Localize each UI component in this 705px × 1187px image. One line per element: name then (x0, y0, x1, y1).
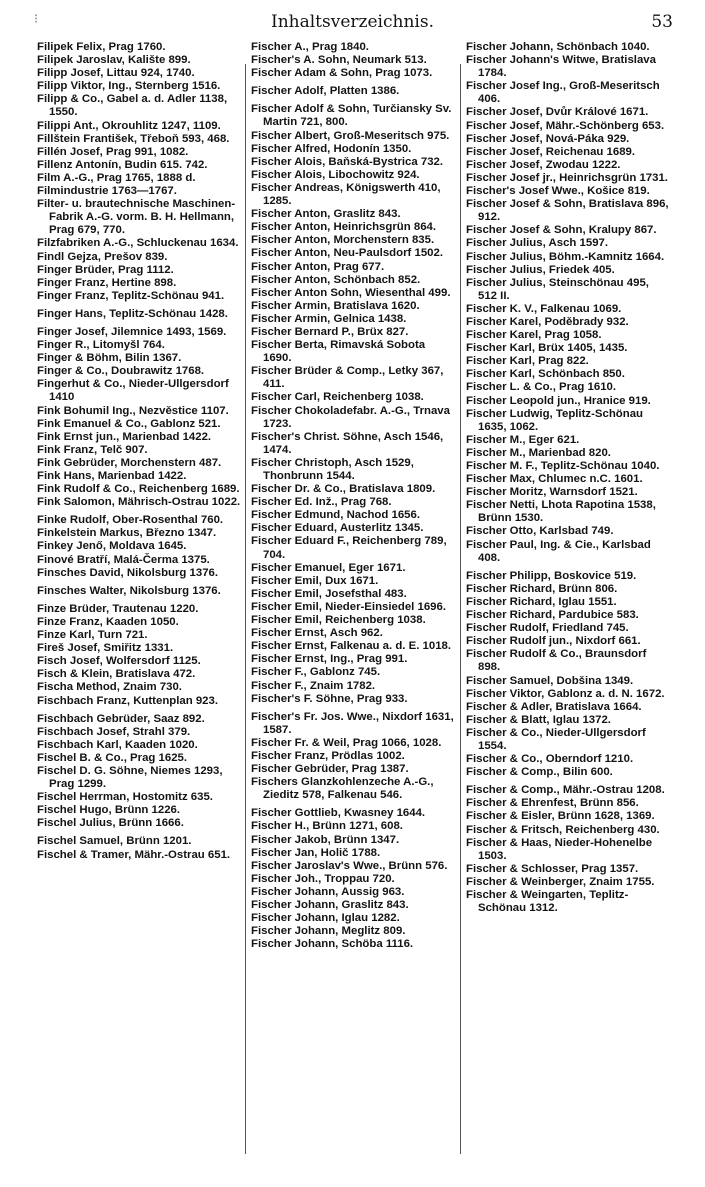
index-entry: Filipp Viktor, Ing., Sternberg 1516. (37, 80, 221, 93)
index-entry: Fischer Karl, Schönbach 850. (466, 368, 625, 381)
index-entry: Finger Hans, Teplitz-Schönau 1428. (37, 307, 228, 320)
index-entry: Fischer K. V., Falkenau 1069. (466, 302, 622, 315)
index-entry: Fischer Albert, Groß-Meseritsch 975. (251, 129, 450, 142)
index-entry: Fischer Karl, Prag 822. (466, 355, 589, 368)
index-entry: Fischer Viktor, Gablonz a. d. N. 1672. (466, 687, 665, 700)
index-entry: Fischer Rudolf, Friedland 745. (466, 622, 629, 635)
index-entry: Filzfabriken A.-G., Schluckenau 1634. (37, 237, 239, 250)
index-entry: Fischer Edmund, Nachod 1656. (251, 509, 421, 522)
index-entry: Fischer Johann, Iglau 1282. (251, 912, 400, 925)
index-entry: Film A.-G., Prag 1765, 1888 d. (37, 171, 196, 184)
index-entry: Fischer Alfred, Hodonín 1350. (251, 142, 412, 155)
index-entry: Fink Emanuel & Co., Gablonz 521. (37, 417, 221, 430)
index-entry: Filippi Ant., Okrouhlitz 1247, 1109. (37, 119, 221, 132)
index-entry: Finger Josef, Jilemnice 1493, 1569. (37, 325, 227, 338)
index-entry: Fischer Emil, Nieder-Einsiedel 1696. (251, 600, 446, 613)
index-entry: Fischer's Fr. Jos. Wwe., Nixdorf 1631, 1587. (251, 710, 454, 736)
index-entry: Fischer A., Prag 1840. (251, 41, 369, 53)
index-entry: Fischer Chokoladefabr. A.-G., Trnava 1723. (251, 404, 450, 430)
index-entry: Fischer Jakob, Brünn 1347. (251, 833, 400, 846)
column-divider (460, 64, 461, 1154)
index-entry: Filipp & Co., Gabel a. d. Adler 1138, 1550. (37, 93, 228, 119)
index-entry: Fischer Anton, Morchenstern 835. (251, 234, 435, 247)
index-entry: Finkey Jenő, Moldava 1645. (37, 540, 187, 553)
index-entry: Fischer & Blatt, Iglau 1372. (466, 713, 611, 726)
index-entry: Fischer & Weingarten, Teplitz-Schönau 1312. (466, 889, 629, 915)
index-entry: Fischer Karel, Poděbrady 932. (466, 315, 629, 328)
index-entry: Fischer Karel, Prag 1058. (466, 329, 602, 342)
index-entry: Fischer Karl, Brüx 1405, 1435. (466, 342, 628, 355)
index-entry: Finze Brüder, Trautenau 1220. (37, 602, 199, 615)
index-entry: Finsches David, Nikolsburg 1376. (37, 566, 219, 579)
index-entry: Fink Rudolf & Co., Reichenberg 1689. (37, 483, 240, 496)
index-entry: Fink Salomon, Mährisch-Ostrau 1022. (37, 496, 241, 509)
index-entry: Fischer Josef jr., Heinrichsgrün 1731. (466, 171, 668, 184)
index-entry: Fischer Ed. Inž., Prag 768. (251, 496, 392, 509)
index-entry: Fischer M., Eger 621. (466, 433, 580, 446)
index-entry: Fischbach Karl, Kaaden 1020. (37, 738, 198, 751)
index-column-3 (466, 41, 671, 1187)
column-divider (245, 64, 246, 1154)
index-entry: Fischer Richard, Pardubice 583. (466, 609, 639, 622)
index-entry: Fischer Jaroslav's Wwe., Brünn 576. (251, 859, 448, 872)
index-entry: Fischer F., Znaim 1782. (251, 679, 376, 692)
index-entry: Fischbach Franz, Kuttenplan 923. (37, 694, 219, 707)
index-entry: Fischer Josef, Dvůr Králové 1671. (466, 106, 649, 119)
index-entry: Fischer's Josef Wwe., Košice 819. (466, 185, 650, 198)
index-entry: Fingerhut & Co., Nieder-Ullgersdorf 1410 (37, 378, 229, 404)
index-entry: Fischer Moritz, Warnsdorf 1521. (466, 486, 638, 499)
index-entry: Filipp Josef, Littau 924, 1740. (37, 67, 195, 80)
index-entry: Fischer Richard, Iglau 1551. (466, 595, 617, 608)
index-entry: Fischers Glanzkohlenzeche A.-G., Zieditz 578, Falkenau 546. (251, 776, 434, 802)
index-entry: Fischer Joh., Troppau 720. (251, 872, 395, 885)
index-entry: Fischer Rudolf & Co., Braunsdorf 898. (466, 648, 647, 674)
index-entry: Fischer Fr. & Weil, Prag 1066, 1028. (251, 736, 442, 749)
index-entry: Fischer Leopold jun., Hranice 919. (466, 394, 651, 407)
index-entry: Fischer Anton, Schönbach 852. (251, 273, 421, 286)
index-entry: Fischer Franz, Prödlas 1002. (251, 749, 405, 762)
index-entry: Fischer Gebrüder, Prag 1387. (251, 763, 409, 776)
index-entry: Fischer Ernst, Falkenau a. d. E. 1018. (251, 640, 452, 653)
index-entry: Fischel & Tramer, Mähr.-Ostrau 651. (37, 848, 231, 861)
index-entry: Fillén Josef, Prag 991, 1082. (37, 145, 189, 158)
index-entry: Fischer Philipp, Boskovice 519. (466, 569, 637, 582)
index-entry: Finkelstein Markus, Březno 1347. (37, 527, 217, 540)
index-entry: Fischer M., Marienbad 820. (466, 446, 611, 459)
index-entry: Fink Bohumil Ing., Nezvěstice 1107. (37, 404, 229, 417)
index-entry: Fischer & Schlosser, Prag 1357. (466, 862, 639, 875)
index-entry: Fischer Ernst, Asch 962. (251, 627, 383, 640)
index-entry: Fischer & Comp., Bilin 600. (466, 766, 613, 779)
index-entry: Fischer Andreas, Königswerth 410, 1285. (251, 181, 441, 208)
index-entry: Fischer Julius, Böhm.-Kamnitz 1664. (466, 250, 665, 263)
index-entry: Fischer Josef, Mähr.-Schönberg 653. (466, 119, 665, 132)
index-entry: Fischer & Eisler, Brünn 1628, 1369. (466, 810, 655, 823)
index-entry: Fischel Samuel, Brünn 1201. (37, 835, 192, 848)
index-entry: Fischer & Fritsch, Reichenberg 430. (466, 823, 660, 836)
index-entry: Fischer Bernard P., Brüx 827. (251, 325, 409, 338)
index-entry: Fischer's Christ. Söhne, Asch 1546, 1474. (251, 430, 444, 456)
index-entry: Fischer & Ehrenfest, Brünn 856. (466, 797, 639, 810)
index-entry: Fink Gebrüder, Morchenstern 487. (37, 456, 222, 469)
index-entry: Finger Franz, Hertine 898. (37, 276, 177, 289)
index-entry: Fischa Method, Znaim 730. (37, 681, 182, 694)
index-entry: Fischer & Weinberger, Znaim 1755. (466, 875, 655, 888)
index-entry: Finke Rudolf, Ober-Rosenthal 760. (37, 514, 224, 527)
index-entry: Finger & Böhm, Bilin 1367. (37, 352, 182, 365)
index-entry: Fischbach Gebrüder, Saaz 892. (37, 712, 205, 725)
index-entry: Fischel D. G. Söhne, Niemes 1293, Prag 1299. (37, 764, 223, 791)
index-entry: Fischer & Adler, Bratislava 1664. (466, 700, 642, 713)
index-entry: Fischer L. & Co., Prag 1610. (466, 381, 617, 394)
index-entry: Fink Franz, Telč 907. (37, 443, 148, 456)
index-entry: Fischer Richard, Brünn 806. (466, 582, 618, 595)
index-entry: Fireš Josef, Smiřitz 1331. (37, 642, 174, 655)
index-entry: Fischer Johann, Meglitz 809. (251, 925, 406, 938)
index-entry: Fischer Anton Sohn, Wiesenthal 499. (251, 286, 451, 299)
index-entry: Fischel B. & Co., Prag 1625. (37, 751, 188, 764)
index-entry: Fischer Emil, Reichenberg 1038. (251, 614, 426, 627)
index-entry: Fischer Johann's Witwe, Bratislava 1784. (466, 54, 656, 80)
index-entry: Fischer Dr. & Co., Bratislava 1809. (251, 483, 436, 496)
index-entry: Finger Franz, Teplitz-Schönau 941. (37, 289, 225, 302)
index-entry: Fischer M. F., Teplitz-Schönau 1040. (466, 460, 660, 472)
index-entry: Fischer Emanuel, Eger 1671. (251, 561, 406, 574)
index-entry: Fischer Max, Chlumec n.C. 1601. (466, 473, 643, 486)
index-entry: Fischer Gottlieb, Kwasney 1644. (251, 807, 426, 820)
index-entry: Fischer & Haas, Nieder-Hohenelbe 1503. (466, 836, 653, 862)
index-entry: Fischer Ernst, Ing., Prag 991. (251, 653, 408, 666)
index-entry: Finze Franz, Kaaden 1050. (37, 615, 179, 628)
index-entry: Fischer Johann, Schöba 1116. (251, 938, 414, 951)
index-entry: Fischer Julius, Friedek 405. (466, 263, 615, 276)
index-entry: Filmindustrie 1763—1767. (37, 185, 177, 198)
index-entry: Fischer Adolf, Platten 1386. (251, 85, 400, 98)
index-entry: Fischer Johann, Schönbach 1040. (466, 41, 650, 53)
index-entry: Fischer F., Gablonz 745. (251, 666, 381, 679)
page-header (0, 12, 705, 38)
index-entry: Fischer Johann, Aussig 963. (251, 885, 405, 898)
index-entry: Fillštein František, Třeboň 593, 468. (37, 132, 230, 145)
index-entry: Fischer Adolf & Sohn, Turčiansky Sv. Martin 721, 800. (251, 103, 452, 129)
index-entry: Fischer Anton, Prag 677. (251, 260, 385, 273)
index-entry: Fischer & Co., Nieder-Ullgersdorf 1554. (466, 726, 646, 752)
index-entry: Finsches Walter, Nikolsburg 1376. (37, 584, 221, 597)
index-entry: Fischer H., Brünn 1271, 608. (251, 820, 403, 833)
index-entry: Finger Brüder, Prag 1112. (37, 263, 174, 276)
index-entry: Fischer Josef & Sohn, Bratislava 896, 912. (466, 198, 669, 224)
index-entry: Fischer & Comp., Mähr.-Ostrau 1208. (466, 784, 665, 797)
index-entry: Fischer Josef, Nová-Páka 929. (466, 132, 630, 145)
index-column-2 (251, 41, 454, 1187)
index-entry: Fischer Josef, Reichenau 1689. (466, 145, 636, 158)
index-entry: Fischer Josef Ing., Groß-Meseritsch 406. (466, 80, 660, 106)
index-entry: Filter- u. brautechnische Maschinen-Fabrik A.-G. vorm. B. H. Hellmann, Prag 679, 770. (37, 198, 236, 237)
index-entry: Fischer Eduard F., Reichenberg 789, 704. (251, 535, 447, 561)
index-entry: Fischer Armin, Bratislava 1620. (251, 299, 420, 312)
index-entry: Fischer Alois, Libochowitz 924. (251, 168, 420, 181)
index-entry: Fillenz Antonín, Budin 615. 742. (37, 158, 208, 171)
index-entry: Fischer Otto, Karlsbad 749. (466, 525, 614, 538)
index-entry: Finze Karl, Turn 721. (37, 629, 148, 642)
index-entry: Filipek Jaroslav, Kalište 899. (37, 54, 191, 67)
index-entry: Finger R., Litomyšl 764. (37, 339, 165, 352)
index-entry: Fischer Eduard, Austerlitz 1345. (251, 522, 424, 535)
page-number: 53 (651, 12, 673, 32)
index-entry: Fischer Armin, Gelnica 1438. (251, 312, 407, 325)
index-entry: Fischer Anton, Heinrichsgrün 864. (251, 221, 437, 234)
index-entry: Fischer Christoph, Asch 1529, Thonbrunn 1544. (251, 456, 414, 482)
index-entry: Findl Gejza, Prešov 839. (37, 250, 168, 263)
index-entry: Fischer Netti, Lhota Rapotina 1538, Brünn 1530. (466, 499, 656, 525)
index-entry: Fischer Emil, Dux 1671. (251, 574, 379, 587)
index-entry: Finové Bratří, Malá-Čerma 1375. (37, 553, 210, 566)
index-entry: Fischer Carl, Reichenberg 1038. (251, 391, 424, 404)
index-entry: Fischer Rudolf jun., Nixdorf 661. (466, 635, 641, 648)
page-title: Inhaltsverzeichnis. (271, 12, 434, 32)
index-entry: Fink Ernst jun., Marienbad 1422. (37, 430, 212, 443)
index-entry: Fischer Julius, Steinschönau 495, 512 II. (466, 276, 649, 302)
index-entry: Fischer Brüder & Comp., Letky 367, 411. (251, 365, 444, 391)
index-entry: Fischer Johann, Graslitz 843. (251, 899, 409, 911)
index-entry: Fischer Alois, Baňská-Bystrica 732. (251, 155, 444, 168)
index-entry: Fischer Jan, Holič 1788. (251, 846, 381, 859)
index-entry: Fischer & Co., Oberndorf 1210. (466, 753, 634, 766)
index-entry: Fisch Josef, Wolfersdorf 1125. (37, 655, 201, 668)
index-entry: Fischer Anton, Neu-Paulsdorf 1502. (251, 247, 443, 260)
index-entry: Fischer Samuel, Dobšina 1349. (466, 674, 634, 687)
index-entry: Fischbach Josef, Strahl 379. (37, 725, 191, 738)
index-column-1 (37, 41, 242, 1187)
index-entry: Fischer's F. Söhne, Prag 933. (251, 692, 408, 705)
index-entry: Fischel Julius, Brünn 1666. (37, 817, 184, 830)
index-entry: Fischel Hugo, Brünn 1226. (37, 804, 181, 817)
index-entry: Fischer Emil, Josefsthal 483. (251, 587, 407, 600)
index-entry: Fischer's A. Sohn, Neumark 513. (251, 54, 427, 67)
index-entry: Fischer Anton, Graslitz 843. (251, 208, 401, 221)
index-entry: Fischer Julius, Asch 1597. (466, 237, 609, 250)
index-entry: Fischer Josef & Sohn, Kralupy 867. (466, 224, 657, 237)
index-entry: Fischer Paul, Ing. & Cie., Karlsbad 408. (466, 538, 651, 564)
index-entry: Fischel Herrman, Hostomitz 635. (37, 791, 213, 804)
index-entry: Fink Hans, Marienbad 1422. (37, 470, 187, 482)
index-entry: Fischer Adam & Sohn, Prag 1073. (251, 67, 433, 80)
index-entry: Fischer Josef, Zwodau 1222. (466, 158, 621, 171)
margin-mark: ⁝ (34, 12, 39, 27)
index-entry: Fisch & Klein, Bratislava 472. (37, 668, 196, 681)
index-entry: Finger & Co., Doubrawitz 1768. (37, 365, 205, 378)
index-entry: Fischer Ludwig, Teplitz-Schönau 1635, 1062. (466, 407, 643, 433)
index-entry: Filipek Felix, Prag 1760. (37, 41, 166, 53)
index-entry: Fischer Berta, Rimavská Sobota 1690. (251, 339, 426, 365)
